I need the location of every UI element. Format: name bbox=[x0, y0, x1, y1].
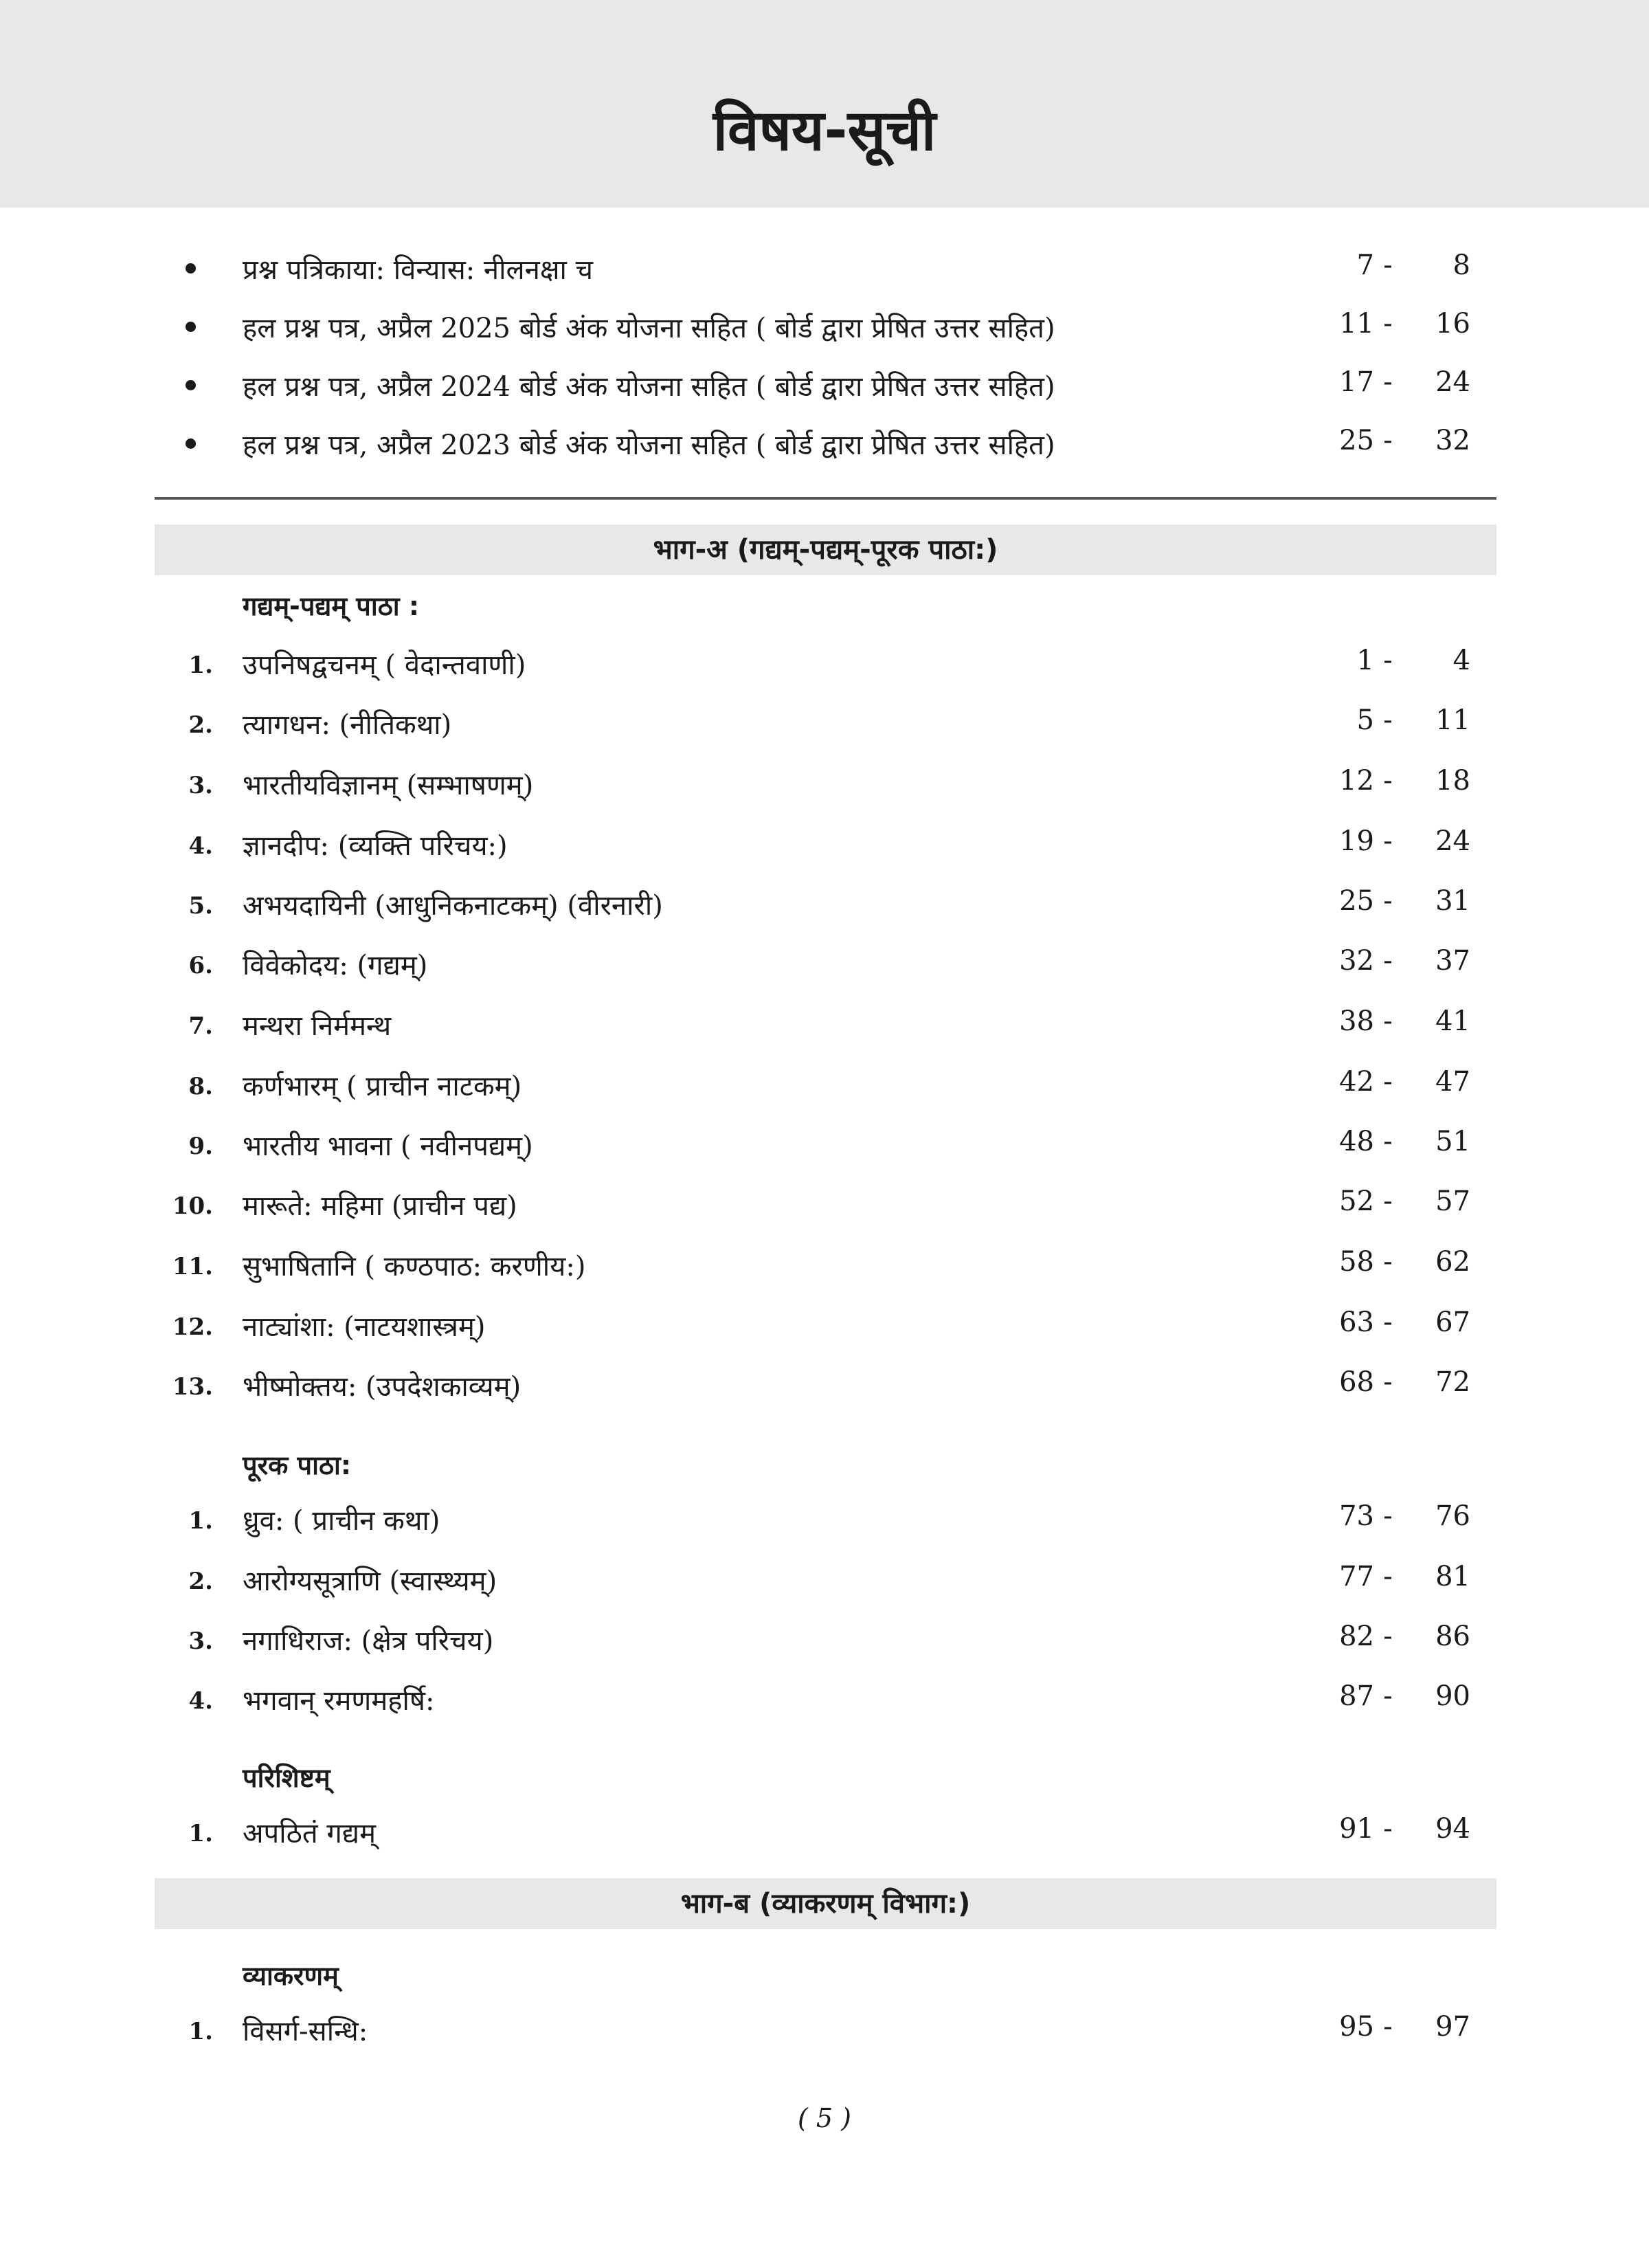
part-b-heading-band bbox=[155, 1878, 1496, 1929]
page-range-part: 32 bbox=[1339, 945, 1374, 977]
toc-row bbox=[0, 1555, 1649, 1610]
page-range-part: - bbox=[1383, 885, 1393, 917]
page-range-part: 42 bbox=[1339, 1066, 1374, 1098]
page-range-part: - bbox=[1383, 366, 1393, 398]
page-range-part: 67 bbox=[1435, 1307, 1470, 1338]
toc-row bbox=[0, 880, 1649, 935]
toc-row bbox=[0, 2005, 1649, 2060]
intro-item bbox=[0, 419, 1649, 474]
page-range-part: 41 bbox=[1435, 1005, 1470, 1037]
page-range-part: 11 bbox=[1435, 704, 1470, 736]
item-number: 3. bbox=[188, 1627, 213, 1655]
page-range-part: 77 bbox=[1339, 1561, 1374, 1592]
page-range-part: 57 bbox=[1435, 1186, 1470, 1217]
page-range bbox=[1305, 765, 1470, 797]
page-range bbox=[1305, 645, 1470, 676]
page-range-part: - bbox=[1383, 1813, 1393, 1845]
page-range bbox=[1305, 249, 1470, 281]
item-number: 4. bbox=[188, 832, 213, 860]
item-title: विवेकोदय: (गद्यम्) bbox=[243, 950, 428, 981]
page-range bbox=[1305, 945, 1470, 977]
item-number: 12. bbox=[172, 1313, 213, 1341]
page-range-part: 90 bbox=[1435, 1680, 1470, 1712]
page-number: ( 5 ) bbox=[798, 2103, 851, 2133]
item-title: मन्थरा निर्ममन्थ bbox=[243, 1010, 392, 1042]
item-title: आरोग्यसूत्राणि (स्वास्थ्यम्) bbox=[243, 1566, 497, 1597]
page-range-part: 91 bbox=[1339, 1813, 1374, 1845]
item-number: 6. bbox=[188, 952, 213, 979]
page-range-part: 97 bbox=[1435, 2011, 1470, 2043]
page-range-part: 63 bbox=[1339, 1307, 1374, 1338]
page-range bbox=[1305, 1621, 1470, 1652]
intro-item bbox=[0, 302, 1649, 357]
item-number: 1. bbox=[188, 1507, 213, 1535]
page-range-part: - bbox=[1383, 1186, 1393, 1217]
page-range-part: 38 bbox=[1339, 1005, 1374, 1037]
page-range bbox=[1305, 1005, 1470, 1037]
page-range-part: 25 bbox=[1339, 885, 1374, 917]
item-title: कर्णभारम् ( प्राचीन नाटकम्) bbox=[243, 1071, 522, 1102]
bullet-icon bbox=[186, 438, 196, 449]
item-title: ध्रुव: ( प्राचीन कथा) bbox=[243, 1505, 440, 1537]
page-range-part: 25 bbox=[1339, 425, 1374, 456]
page-range-part: 62 bbox=[1435, 1246, 1470, 1278]
part-a-heading: भाग-अ (गद्यम्-पद्यम्-पूरक पाठा:) bbox=[653, 534, 998, 566]
item-title: नाट्यांशा: (नाटयशास्त्रम्) bbox=[243, 1311, 486, 1343]
item-number: 2. bbox=[188, 1568, 213, 1595]
bullet-icon bbox=[186, 322, 196, 332]
page-range-part: 47 bbox=[1435, 1066, 1470, 1098]
item-number: 10. bbox=[172, 1192, 213, 1220]
toc-row bbox=[0, 1241, 1649, 1296]
toc-row bbox=[0, 759, 1649, 814]
toc-row bbox=[0, 940, 1649, 994]
page-range-part: - bbox=[1383, 825, 1393, 857]
page-range-part: 24 bbox=[1435, 825, 1470, 857]
page-range bbox=[1305, 1066, 1470, 1098]
toc-row bbox=[0, 1675, 1649, 1730]
page-range-part: - bbox=[1383, 1561, 1393, 1592]
page-range-part: 86 bbox=[1435, 1621, 1470, 1652]
item-title: हल प्रश्न पत्र, अप्रैल 2023 बोर्ड अंक योजना सहित ( बोर्ड द्वारा प्रेषित उत्तर सहित) bbox=[243, 430, 1055, 461]
page-range-part: - bbox=[1383, 704, 1393, 736]
page-range-part: - bbox=[1383, 1366, 1393, 1398]
intro-item bbox=[0, 244, 1649, 299]
page-range-part: 76 bbox=[1435, 1500, 1470, 1532]
parishishtam-heading: परिशिष्टम् bbox=[243, 1763, 330, 1793]
page-range bbox=[1305, 425, 1470, 456]
page-range-part: - bbox=[1383, 1005, 1393, 1037]
page-range-part: 1 bbox=[1356, 645, 1374, 676]
item-title: विसर्ग-सन्धि: bbox=[243, 2016, 368, 2047]
page-range bbox=[1305, 704, 1470, 736]
page-range-part: 17 bbox=[1339, 366, 1374, 398]
purak-pathah-heading: पूरक पाठा: bbox=[243, 1450, 352, 1480]
page-range-part: - bbox=[1383, 1500, 1393, 1532]
intro-item bbox=[0, 361, 1649, 416]
item-number: 8. bbox=[188, 1073, 213, 1100]
item-number: 3. bbox=[188, 772, 213, 799]
item-number: 5. bbox=[188, 892, 213, 920]
toc-row bbox=[0, 820, 1649, 875]
toc-row bbox=[0, 1120, 1649, 1175]
page-range-part: 7 bbox=[1356, 249, 1374, 281]
bullet-icon bbox=[186, 263, 196, 274]
item-number: 11. bbox=[172, 1253, 213, 1280]
item-title: भीष्मोक्तय: (उपदेशकाव्यम्) bbox=[243, 1371, 521, 1403]
item-title: भारतीय भावना ( नवीनपद्यम्) bbox=[243, 1131, 533, 1162]
page-range-part: - bbox=[1383, 2011, 1393, 2043]
page-range-part: 82 bbox=[1339, 1621, 1374, 1652]
item-number: 2. bbox=[188, 711, 213, 739]
item-title: मारूते: महिमा (प्राचीन पद्य) bbox=[243, 1190, 517, 1222]
toc-row bbox=[0, 1000, 1649, 1055]
page-range-part: - bbox=[1383, 308, 1393, 340]
toc-row bbox=[0, 699, 1649, 754]
page-range-part: 73 bbox=[1339, 1500, 1374, 1532]
page-range bbox=[1305, 1246, 1470, 1278]
page-range-part: 52 bbox=[1339, 1186, 1374, 1217]
vyakaranam-heading: व्याकरणम् bbox=[243, 1961, 339, 1991]
item-title: उपनिषद्वचनम् ( वेदान्तवाणी) bbox=[243, 649, 526, 681]
page-range-part: 68 bbox=[1339, 1366, 1374, 1398]
toc-row bbox=[0, 1361, 1649, 1416]
page-range-part: - bbox=[1383, 249, 1393, 281]
page-range-part: - bbox=[1383, 645, 1393, 676]
page-range-part: - bbox=[1383, 765, 1393, 797]
page-range-part: 16 bbox=[1435, 308, 1470, 340]
page-range bbox=[1305, 1813, 1470, 1845]
page-range-part: - bbox=[1383, 1126, 1393, 1157]
page-range-part: 81 bbox=[1435, 1561, 1470, 1592]
page-range-part: - bbox=[1383, 425, 1393, 456]
item-number: 1. bbox=[188, 2018, 213, 2045]
page-range-part: - bbox=[1383, 1246, 1393, 1278]
item-title: ज्ञानदीप: (व्यक्ति परिचय:) bbox=[243, 830, 508, 862]
page-range bbox=[1305, 1186, 1470, 1217]
section-divider bbox=[155, 497, 1496, 500]
page-range-part: 95 bbox=[1339, 2011, 1374, 2043]
item-number: 7. bbox=[188, 1012, 213, 1040]
item-title: भारतीयविज्ञानम् (सम्भाषणम्) bbox=[243, 770, 534, 801]
bullet-icon bbox=[186, 380, 196, 390]
page-range-part: 87 bbox=[1339, 1680, 1374, 1712]
toc-row bbox=[0, 1060, 1649, 1115]
item-title: हल प्रश्न पत्र, अप्रैल 2024 बोर्ड अंक योजना सहित ( बोर्ड द्वारा प्रेषित उत्तर सहित) bbox=[243, 371, 1055, 403]
page-range bbox=[1305, 1366, 1470, 1398]
part-a-heading-band bbox=[155, 524, 1496, 575]
page-range-part: 94 bbox=[1435, 1813, 1470, 1845]
item-number: 13. bbox=[172, 1373, 213, 1401]
item-title: त्यागधन: (नीतिकथा) bbox=[243, 709, 452, 741]
page-range-part: 37 bbox=[1435, 945, 1470, 977]
page-range-part: - bbox=[1383, 945, 1393, 977]
page-range-part: 5 bbox=[1356, 704, 1374, 736]
page-range bbox=[1305, 2011, 1470, 2043]
page-range-part: 11 bbox=[1339, 308, 1374, 340]
toc-row bbox=[0, 1615, 1649, 1670]
item-number: 9. bbox=[188, 1133, 213, 1160]
page-range-part: 31 bbox=[1435, 885, 1470, 917]
item-title: नगाधिराज: (क्षेत्र परिचय) bbox=[243, 1625, 494, 1657]
item-number: 1. bbox=[188, 1820, 213, 1847]
item-title: अपठितं गद्यम् bbox=[243, 1818, 377, 1849]
page-range-part: - bbox=[1383, 1066, 1393, 1098]
page-range-part: - bbox=[1383, 1307, 1393, 1338]
page-range bbox=[1305, 1561, 1470, 1592]
page-range-part: 12 bbox=[1339, 765, 1374, 797]
item-number: 1. bbox=[188, 652, 213, 679]
page-range bbox=[1305, 1500, 1470, 1532]
page-range-part: 19 bbox=[1339, 825, 1374, 857]
page-range bbox=[1305, 885, 1470, 917]
page-range-part: 24 bbox=[1435, 366, 1470, 398]
page-range-part: 72 bbox=[1435, 1366, 1470, 1398]
page-range-part: 51 bbox=[1435, 1126, 1470, 1157]
page-range bbox=[1305, 308, 1470, 340]
page-range-part: - bbox=[1383, 1621, 1393, 1652]
page-range-part: 58 bbox=[1339, 1246, 1374, 1278]
page-range bbox=[1305, 1126, 1470, 1157]
item-title: प्रश्न पत्रिकाया: विन्यास: नीलनक्षा च bbox=[243, 254, 593, 286]
item-title: अभयदायिनी (आधुनिकनाटकम्) (वीरनारी) bbox=[243, 890, 663, 922]
toc-row bbox=[0, 639, 1649, 694]
toc-row bbox=[0, 1495, 1649, 1550]
item-title: हल प्रश्न पत्र, अप्रैल 2025 बोर्ड अंक योजना सहित ( बोर्ड द्वारा प्रेषित उत्तर सहित) bbox=[243, 313, 1055, 344]
page-range-part: 32 bbox=[1435, 425, 1470, 456]
item-title: भगवान् रमणमहर्षि: bbox=[243, 1685, 435, 1717]
part-b-heading: भाग-ब (व्याकरणम् विभाग:) bbox=[680, 1888, 971, 1920]
toc-row bbox=[0, 1808, 1649, 1863]
page-range-part: 48 bbox=[1339, 1126, 1374, 1157]
item-title: सुभाषितानि ( कण्ठपाठ: करणीय:) bbox=[243, 1251, 586, 1282]
page-range bbox=[1305, 825, 1470, 857]
page-title: विषय-सूची bbox=[713, 98, 936, 164]
toc-row bbox=[0, 1301, 1649, 1356]
gadyam-padyam-heading: गद्यम्-पद्यम् पाठा : bbox=[243, 591, 420, 621]
page-range bbox=[1305, 1307, 1470, 1338]
page-range-part: 8 bbox=[1452, 249, 1470, 281]
page-range bbox=[1305, 1680, 1470, 1712]
item-number: 4. bbox=[188, 1687, 213, 1715]
toc-row bbox=[0, 1180, 1649, 1235]
page-range bbox=[1305, 366, 1470, 398]
page-range-part: 18 bbox=[1435, 765, 1470, 797]
page-range-part: - bbox=[1383, 1680, 1393, 1712]
page-range-part: 4 bbox=[1452, 645, 1470, 676]
